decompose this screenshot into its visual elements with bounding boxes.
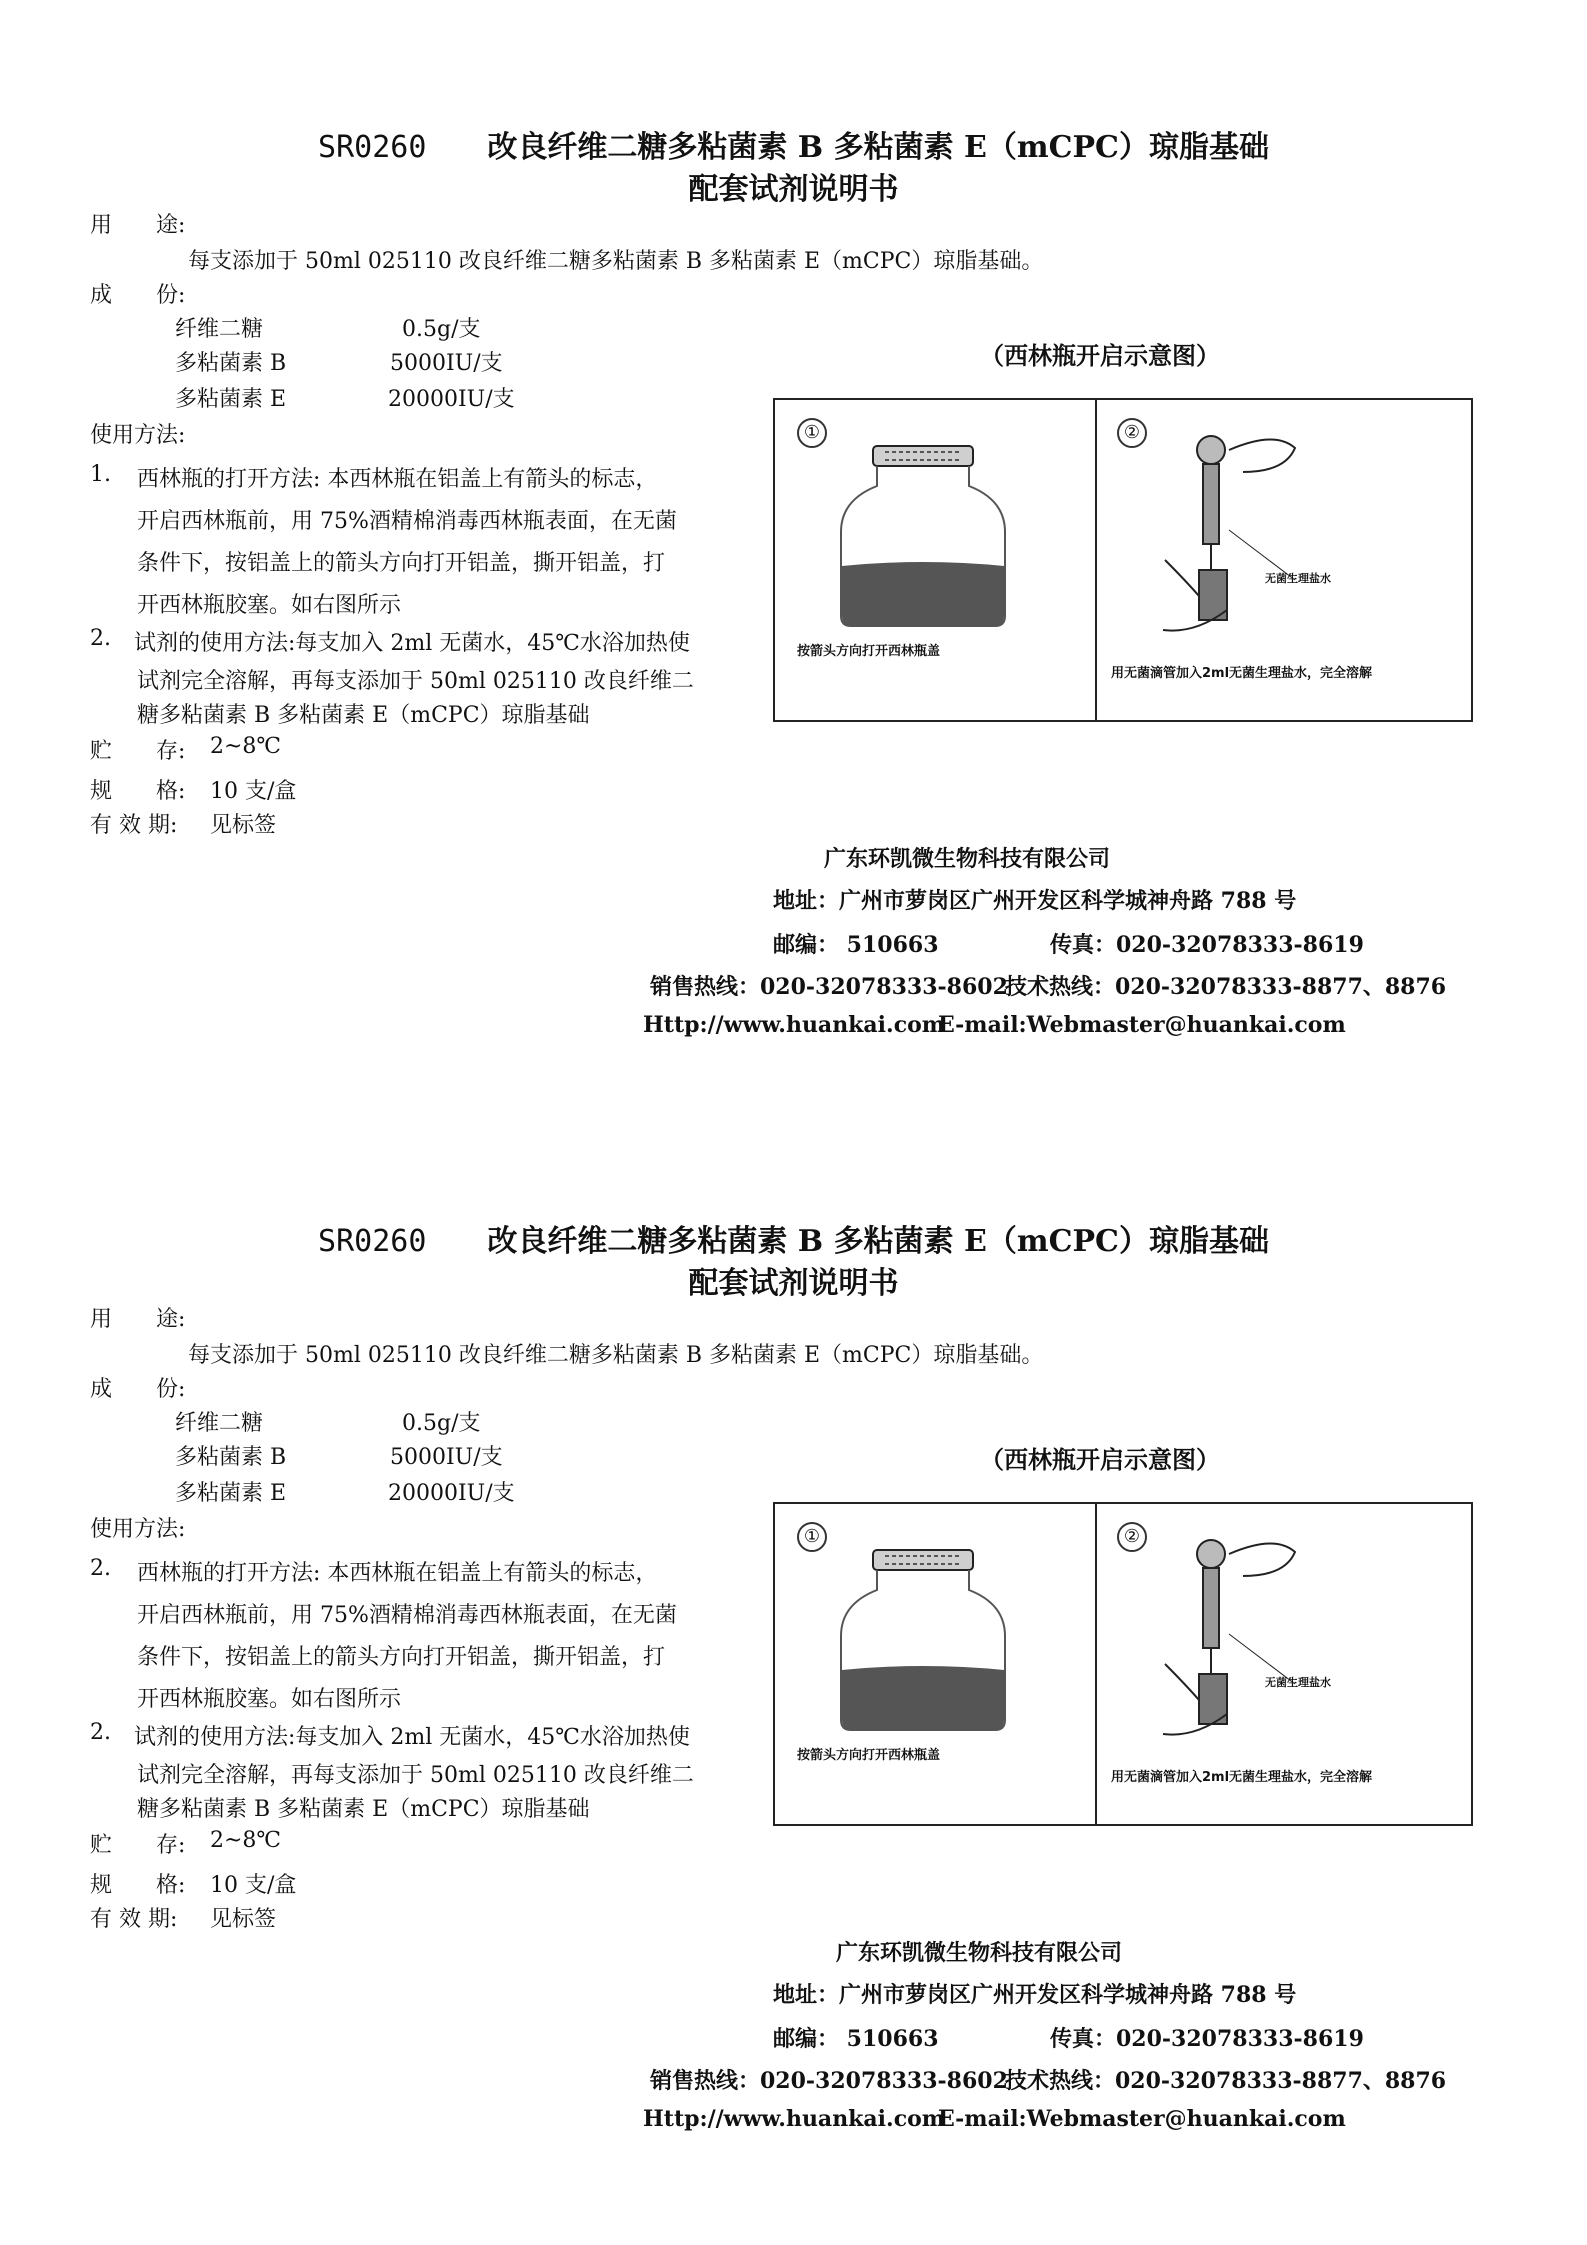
postcode: 邮编： 510663 — [773, 932, 939, 958]
sales-hotline: 销售热线：020-32078333-8602 — [650, 974, 1008, 1000]
method-2-line: 试剂的使用方法:每支加入 2ml 无菌水，45℃水浴加热使 — [134, 631, 690, 656]
diagram-divider — [1095, 1504, 1097, 1824]
composition-item-amount: 0.5g/支 — [402, 317, 481, 342]
spec-value: 10 支/盒 — [210, 779, 297, 804]
website-link[interactable]: Http://www.huankai.com — [643, 1012, 946, 1038]
dropper-icon — [1145, 1524, 1345, 1754]
saline-label: 无菌生理盐水 — [1265, 572, 1331, 585]
vial-opening-diagram — [773, 1502, 1473, 1826]
validity-label: 有 效 期: — [90, 813, 178, 838]
usage-label: 用 途: — [90, 1307, 186, 1332]
method-2-number: 2. — [90, 1720, 111, 1745]
document-subtitle: 配套试剂说明书 — [688, 172, 899, 207]
fax: 传真：020-32078333-8619 — [1050, 2026, 1364, 2052]
product-code: SR0260 — [318, 1224, 427, 1259]
usage-label: 用 途: — [90, 213, 186, 238]
vial-icon — [825, 440, 1025, 630]
composition-item-amount: 20000IU/支 — [388, 1481, 515, 1506]
method-2-line: 试剂完全溶解，再每支添加于 50ml 025110 改良纤维二 — [137, 669, 694, 694]
spec-label: 规 格: — [90, 779, 186, 804]
instruction-sheet-2 — [0, 1094, 1587, 2194]
company-name: 广东环凯微生物科技有限公司 — [836, 1940, 1123, 1966]
saline-label: 无菌生理盐水 — [1265, 1676, 1331, 1689]
method-label: 使用方法: — [90, 423, 186, 448]
method-2-number: 2. — [90, 626, 111, 651]
composition-item-amount: 5000IU/支 — [390, 1445, 503, 1470]
composition-label: 成 份: — [90, 1377, 186, 1402]
step-1-caption: 按箭头方向打开西林瓶盖 — [797, 644, 941, 659]
composition-item-amount: 20000IU/支 — [388, 387, 515, 412]
dropper-icon — [1145, 420, 1345, 650]
tech-hotline: 技术热线：020-32078333-8877、8876 — [1005, 974, 1447, 1000]
composition-item-name: 纤维二糖 — [175, 317, 264, 342]
step-2-caption: 用无菌滴管加入2ml无菌生理盐水，完全溶解 — [1111, 666, 1373, 681]
method-1-line: 西林瓶的打开方法: 本西林瓶在铝盖上有箭头的标志， — [137, 467, 658, 492]
company-address: 地址：广州市萝岗区广州开发区科学城神舟路 788 号 — [773, 888, 1297, 914]
product-name: 改良纤维二糖多粘菌素 B 多粘菌素 E（mCPC）琼脂基础 — [487, 130, 1269, 165]
method-2-line: 试剂的使用方法:每支加入 2ml 无菌水，45℃水浴加热使 — [134, 1725, 690, 1750]
method-1-line: 开西林瓶胶塞。如右图所示 — [137, 593, 402, 618]
fax: 传真：020-32078333-8619 — [1050, 932, 1364, 958]
composition-label: 成 份: — [90, 283, 186, 308]
validity-value: 见标签 — [210, 1907, 277, 1932]
step-1-number: ① — [797, 418, 827, 448]
email-link[interactable]: E-mail:Webmaster@huankai.com — [938, 1012, 1346, 1038]
method-1-line: 开西林瓶胶塞。如右图所示 — [137, 1687, 402, 1712]
composition-item-amount: 5000IU/支 — [390, 351, 503, 376]
vial-icon — [825, 1544, 1025, 1734]
validity-label: 有 效 期: — [90, 1907, 178, 1932]
spec-label: 规 格: — [90, 1873, 186, 1898]
step-1-caption: 按箭头方向打开西林瓶盖 — [797, 1748, 941, 1763]
usage-text: 每支添加于 50ml 025110 改良纤维二糖多粘菌素 B 多粘菌素 E（mCPC）琼脂基础。 — [188, 249, 1044, 274]
composition-item-name: 多粘菌素 E — [175, 1481, 287, 1506]
method-1-number: 2. — [90, 1556, 111, 1581]
document-title — [0, 122, 1587, 166]
instruction-sheet-1 — [0, 0, 1587, 1100]
storage-value: 2~8℃ — [210, 734, 282, 759]
composition-item-name: 多粘菌素 B — [175, 351, 287, 376]
composition-item-amount: 0.5g/支 — [402, 1411, 481, 1436]
product-name: 改良纤维二糖多粘菌素 B 多粘菌素 E（mCPC）琼脂基础 — [487, 1224, 1269, 1259]
method-1-line: 西林瓶的打开方法: 本西林瓶在铝盖上有箭头的标志， — [137, 1561, 658, 1586]
composition-item-name: 纤维二糖 — [175, 1411, 264, 1436]
document-title — [0, 1216, 1587, 1260]
email-link[interactable]: E-mail:Webmaster@huankai.com — [938, 2106, 1346, 2132]
method-2-line: 糖多粘菌素 B 多粘菌素 E（mCPC）琼脂基础 — [137, 1797, 590, 1822]
method-1-line: 开启西林瓶前，用 75%酒精棉消毒西林瓶表面，在无菌 — [137, 1603, 677, 1628]
step-2-number: ② — [1117, 1522, 1147, 1552]
method-label: 使用方法: — [90, 1517, 186, 1542]
usage-text: 每支添加于 50ml 025110 改良纤维二糖多粘菌素 B 多粘菌素 E（mCPC）琼脂基础。 — [188, 1343, 1044, 1368]
storage-label: 贮 存: — [90, 1833, 186, 1858]
spec-value: 10 支/盒 — [210, 1873, 297, 1898]
product-code: SR0260 — [318, 130, 427, 165]
method-1-number: 1. — [90, 462, 111, 487]
composition-item-name: 多粘菌素 E — [175, 387, 287, 412]
step-1-number: ① — [797, 1522, 827, 1552]
company-name: 广东环凯微生物科技有限公司 — [824, 846, 1111, 872]
storage-value: 2~8℃ — [210, 1828, 282, 1853]
step-2-number: ② — [1117, 418, 1147, 448]
vial-opening-diagram — [773, 398, 1473, 722]
diagram-divider — [1095, 400, 1097, 720]
method-2-line: 糖多粘菌素 B 多粘菌素 E（mCPC）琼脂基础 — [137, 703, 590, 728]
website-link[interactable]: Http://www.huankai.com — [643, 2106, 946, 2132]
method-1-line: 开启西林瓶前，用 75%酒精棉消毒西林瓶表面，在无菌 — [137, 509, 677, 534]
method-1-line: 条件下，按铝盖上的箭头方向打开铝盖，撕开铝盖，打 — [137, 1645, 666, 1670]
step-2-caption: 用无菌滴管加入2ml无菌生理盐水，完全溶解 — [1111, 1770, 1373, 1785]
document-subtitle: 配套试剂说明书 — [688, 1266, 899, 1301]
diagram-title: （西林瓶开启示意图） — [980, 341, 1220, 370]
storage-label: 贮 存: — [90, 739, 186, 764]
diagram-title: （西林瓶开启示意图） — [980, 1445, 1220, 1474]
postcode: 邮编： 510663 — [773, 2026, 939, 2052]
tech-hotline: 技术热线：020-32078333-8877、8876 — [1005, 2068, 1447, 2094]
method-2-line: 试剂完全溶解，再每支添加于 50ml 025110 改良纤维二 — [137, 1763, 694, 1788]
composition-item-name: 多粘菌素 B — [175, 1445, 287, 1470]
sales-hotline: 销售热线：020-32078333-8602 — [650, 2068, 1008, 2094]
validity-value: 见标签 — [210, 813, 277, 838]
company-address: 地址：广州市萝岗区广州开发区科学城神舟路 788 号 — [773, 1982, 1297, 2008]
method-1-line: 条件下，按铝盖上的箭头方向打开铝盖，撕开铝盖，打 — [137, 551, 666, 576]
